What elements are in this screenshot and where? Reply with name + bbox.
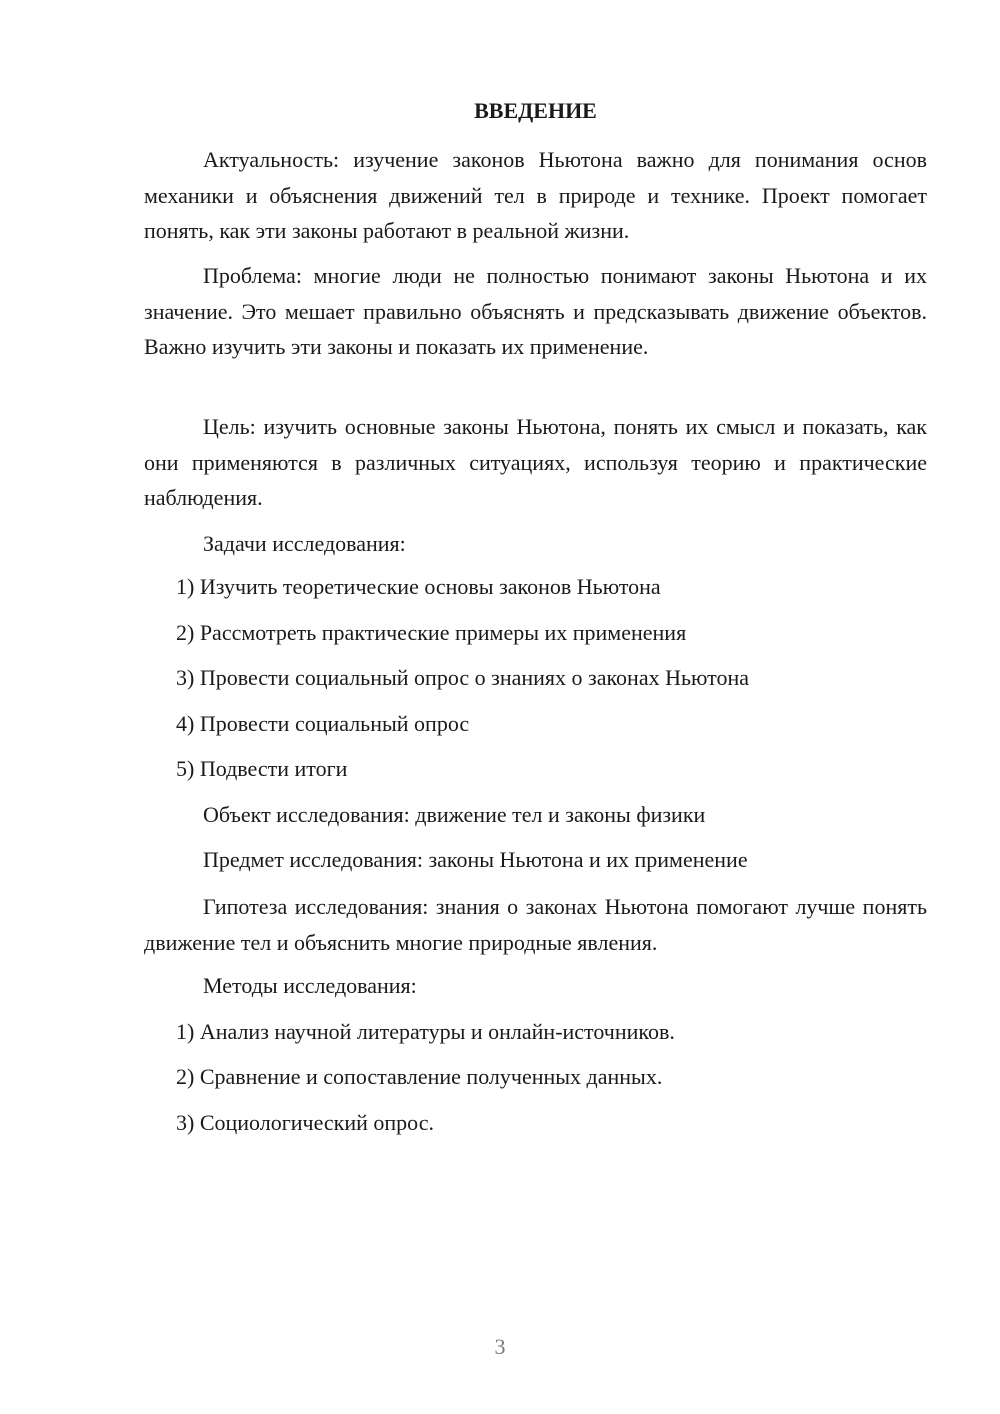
- method-item: 1) Анализ научной литературы и онлайн-источников.: [176, 1019, 675, 1044]
- task-item: 3) Провести социальный опрос о знаниях о законах Ньютона: [176, 665, 750, 690]
- tasks-heading: Задачи исследования:: [203, 531, 406, 556]
- method-item: 2) Сравнение и сопоставление полученных данных.: [176, 1064, 663, 1089]
- methods-heading: Методы исследования:: [203, 973, 417, 998]
- page-number: 3: [494, 1334, 506, 1359]
- goal-paragraph: Цель: изучить основные законы Ньютона, понять их смысл и показать, как они применяются в различных ситуациях, используя теорию и практические наблюдения.: [144, 414, 927, 510]
- relevance-paragraph: Актуальность: изучение законов Ньютона важно для понимания основ механики и объяснения движений тел в природе и технике. Проект помогает понять, как эти законы работают в реальной жизни.: [144, 147, 927, 243]
- problem-paragraph: Проблема: многие люди не полностью понимают законы Ньютона и их значение. Это мешает правильно объяснять и предсказывать движение объектов. Важно изучить эти законы и показать их применение.: [144, 263, 927, 359]
- task-item: 2) Рассмотреть практические примеры их применения: [176, 620, 687, 645]
- subject-line: Предмет исследования: законы Ньютона и их применение: [203, 847, 748, 872]
- task-item: 1) Изучить теоретические основы законов Ньютона: [176, 574, 661, 599]
- page-title: ВВЕДЕНИЕ: [474, 98, 597, 123]
- method-item: 3) Социологический опрос.: [176, 1110, 434, 1135]
- object-line: Объект исследования: движение тел и законы физики: [203, 802, 706, 827]
- task-item: 5) Подвести итоги: [176, 756, 348, 781]
- task-item: 4) Провести социальный опрос: [176, 711, 470, 736]
- hypothesis-paragraph: Гипотеза исследования: знания о законах Ньютона помогают лучше понять движение тел и объяснить многие природные явления.: [144, 894, 927, 955]
- document-page: [144, 0, 927, 1414]
